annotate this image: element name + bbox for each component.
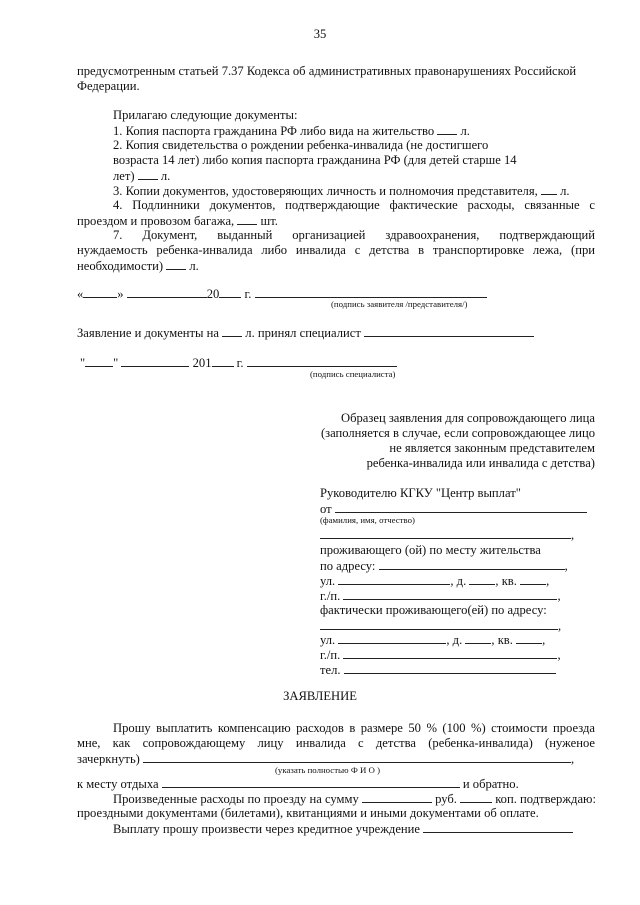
from-name-field[interactable] xyxy=(335,501,587,513)
address-field[interactable] xyxy=(379,558,565,570)
from-label: от xyxy=(320,502,332,516)
comma: , xyxy=(542,633,546,647)
accepted-text: Заявление и документы на xyxy=(77,326,219,340)
house-label: д. xyxy=(456,574,467,588)
comma: , xyxy=(450,574,454,588)
apt-field[interactable] xyxy=(516,632,542,644)
city-line xyxy=(320,588,561,604)
phone-label: тел. xyxy=(320,663,341,677)
specialist-name-field[interactable] xyxy=(364,325,534,337)
body-line: предусмотренным статьей 7.37 Кодекса об административных правонарушениях Российской xyxy=(77,64,577,78)
house-field[interactable] xyxy=(465,632,491,644)
comma: , xyxy=(557,589,561,603)
city-field[interactable] xyxy=(343,647,557,659)
street-line xyxy=(320,573,549,589)
month-field[interactable] xyxy=(127,286,207,298)
address-label: по адресу: xyxy=(320,559,376,573)
house-field[interactable] xyxy=(469,573,495,585)
attachment-item-2-cont xyxy=(113,168,170,184)
day-field[interactable] xyxy=(85,355,113,367)
accepted-line xyxy=(77,325,534,341)
body-text: руб. xyxy=(435,792,457,806)
actual-address-field[interactable] xyxy=(320,618,558,630)
apt-label: кв. xyxy=(501,574,517,588)
sample-heading-line: ребенка-инвалида или инвалида с детства) xyxy=(366,456,595,470)
street-label: ул. xyxy=(320,574,336,588)
attachment-item-4: 4. Подлинники документов, подтверждающие фактические расходы, связанные с xyxy=(113,198,595,212)
comma: , xyxy=(546,574,550,588)
attachment-text: 3. Копии документов, удостоверяющих личность и полномочия представителя, xyxy=(113,184,538,198)
year-field[interactable] xyxy=(219,286,241,298)
attachment-text: лет) xyxy=(113,169,135,183)
apt-label: кв. xyxy=(497,633,513,647)
quote-mark: " xyxy=(113,356,119,370)
specialist-signature-field[interactable] xyxy=(247,355,397,367)
day-field[interactable] xyxy=(83,286,117,298)
year-field[interactable] xyxy=(212,355,234,367)
body-line xyxy=(113,821,573,837)
body-line: Прошу выплатить компенсацию расходов в размере 50 % (100 %) стоимости проезда xyxy=(113,721,595,735)
sample-heading-line: (заполняется в случае, если сопровождающее лицо xyxy=(320,426,595,440)
name-continuation-line xyxy=(320,527,574,543)
body-line: Федерации. xyxy=(77,79,140,93)
body-text: зачеркнуть) xyxy=(77,752,140,766)
attachment-item-7: 7. Документ, выданный организацией здравоохранения, подтверждающий xyxy=(113,228,595,242)
body-text: и обратно. xyxy=(462,777,519,791)
comma: , xyxy=(491,633,495,647)
comma: , xyxy=(571,528,575,542)
body-line xyxy=(77,776,519,792)
document-title: ЗАЯВЛЕНИЕ xyxy=(283,689,357,703)
attachment-item-2-cont: возраста 14 лет) либо копия паспорта гражданина РФ (для детей старше 14 xyxy=(113,153,517,167)
escort-fio-field[interactable] xyxy=(143,751,571,763)
unit-label: шт. xyxy=(260,214,278,228)
destination-field[interactable] xyxy=(162,776,460,788)
blank-field[interactable] xyxy=(541,183,557,195)
applicant-signature-field[interactable] xyxy=(255,286,487,298)
unit-label: л. xyxy=(560,184,570,198)
applicant-signature-caption: (подпись заявителя /представителя/) xyxy=(331,299,468,309)
phone-field[interactable] xyxy=(376,662,556,674)
city-field[interactable] xyxy=(343,588,557,600)
attachment-text: необходимости) xyxy=(77,259,164,273)
address-line xyxy=(320,558,568,574)
sample-heading-line: не является законным представителем xyxy=(389,441,595,455)
unit-label: л. xyxy=(160,169,171,183)
quote-mark: » xyxy=(117,287,124,301)
pages-field[interactable] xyxy=(222,325,242,337)
attachment-item-4-cont xyxy=(77,213,278,229)
actual-address-label: фактически проживающего(ей) по адресу: xyxy=(320,603,547,617)
comma: , xyxy=(495,574,499,588)
blank-field[interactable] xyxy=(437,123,457,135)
addressee: Руководителю КГКУ "Центр выплат" xyxy=(320,486,521,500)
street-field[interactable] xyxy=(338,632,446,644)
body-text: к месту отдыха xyxy=(77,777,159,791)
specialist-signature-caption: (подпись специалиста) xyxy=(310,369,396,379)
month-field[interactable] xyxy=(121,355,189,367)
body-text: коп. подтверждаю: xyxy=(495,792,596,806)
name-continuation-field[interactable] xyxy=(320,527,571,539)
fio-caption: (фамилия, имя, отчество) xyxy=(320,515,415,525)
apt-field[interactable] xyxy=(520,573,546,585)
body-line: мне, как сопровождающему лицу инвалида с детства (ребенка-инвалида) (нуженое xyxy=(77,736,595,750)
page-number: 35 xyxy=(313,27,327,41)
blank-field[interactable] xyxy=(237,213,257,225)
actual-city-line xyxy=(320,647,561,663)
attachment-item-2: 2. Копия свидетельства о рождении ребенка-инвалида (не достигшего xyxy=(113,138,489,152)
street-label: ул. xyxy=(320,633,336,647)
city-label: г./п. xyxy=(320,589,341,603)
year-prefix: 20 xyxy=(206,287,220,301)
blank-field[interactable] xyxy=(138,168,158,180)
attachment-text: проездом и провозом багажа, xyxy=(77,214,235,228)
accepted-text: л. принял специалист xyxy=(245,326,361,340)
year-suffix: г. xyxy=(244,287,252,301)
house-label: д. xyxy=(452,633,463,647)
comma: , xyxy=(564,559,568,573)
attachment-item-7-cont: нуждаемость ребенка-инвалида либо инвалида с детства в транспортировке лежа, (при xyxy=(77,243,595,257)
phone-field[interactable] xyxy=(344,662,376,674)
phone-line xyxy=(320,662,556,678)
unit-label: л. xyxy=(460,124,470,138)
body-text: Выплату прошу произвести через кредитное учреждение xyxy=(113,822,421,836)
comma: , xyxy=(571,752,575,766)
actual-street-line xyxy=(320,632,545,648)
year-suffix: г. xyxy=(236,356,244,370)
year-prefix: 201 xyxy=(192,356,212,370)
city-label: г./п. xyxy=(320,648,341,662)
street-field[interactable] xyxy=(338,573,450,585)
body-text: Произведенные расходы по проезду на сумму xyxy=(113,792,359,806)
sample-heading-line: Образец заявления для сопровождающего лица xyxy=(340,411,595,425)
attachment-item-3 xyxy=(113,183,570,199)
residing-label: проживающего (ой) по месту жительства xyxy=(320,543,541,557)
body-line: проездными документами (билетами), квитанциями и иными документами об оплате. xyxy=(77,806,539,820)
escort-fio-caption: (указать полностью Ф И О ) xyxy=(275,765,380,775)
unit-label: л. xyxy=(189,259,199,273)
quote-mark: « xyxy=(77,287,84,301)
amount-kop-field[interactable] xyxy=(460,791,492,803)
quote-mark: " xyxy=(80,356,86,370)
bank-field[interactable] xyxy=(423,821,573,833)
attachment-text: 1. Копия паспорта гражданина РФ либо вида на жительство xyxy=(113,124,435,138)
comma: , xyxy=(446,633,450,647)
comma: , xyxy=(558,619,562,633)
amount-rub-field[interactable] xyxy=(362,791,432,803)
comma: , xyxy=(557,648,561,662)
attachments-intro: Прилагаю следующие документы: xyxy=(113,108,298,122)
blank-field[interactable] xyxy=(166,258,186,270)
attachment-item-1 xyxy=(113,123,470,139)
body-line xyxy=(113,791,596,807)
attachment-item-7-cont xyxy=(77,258,199,274)
